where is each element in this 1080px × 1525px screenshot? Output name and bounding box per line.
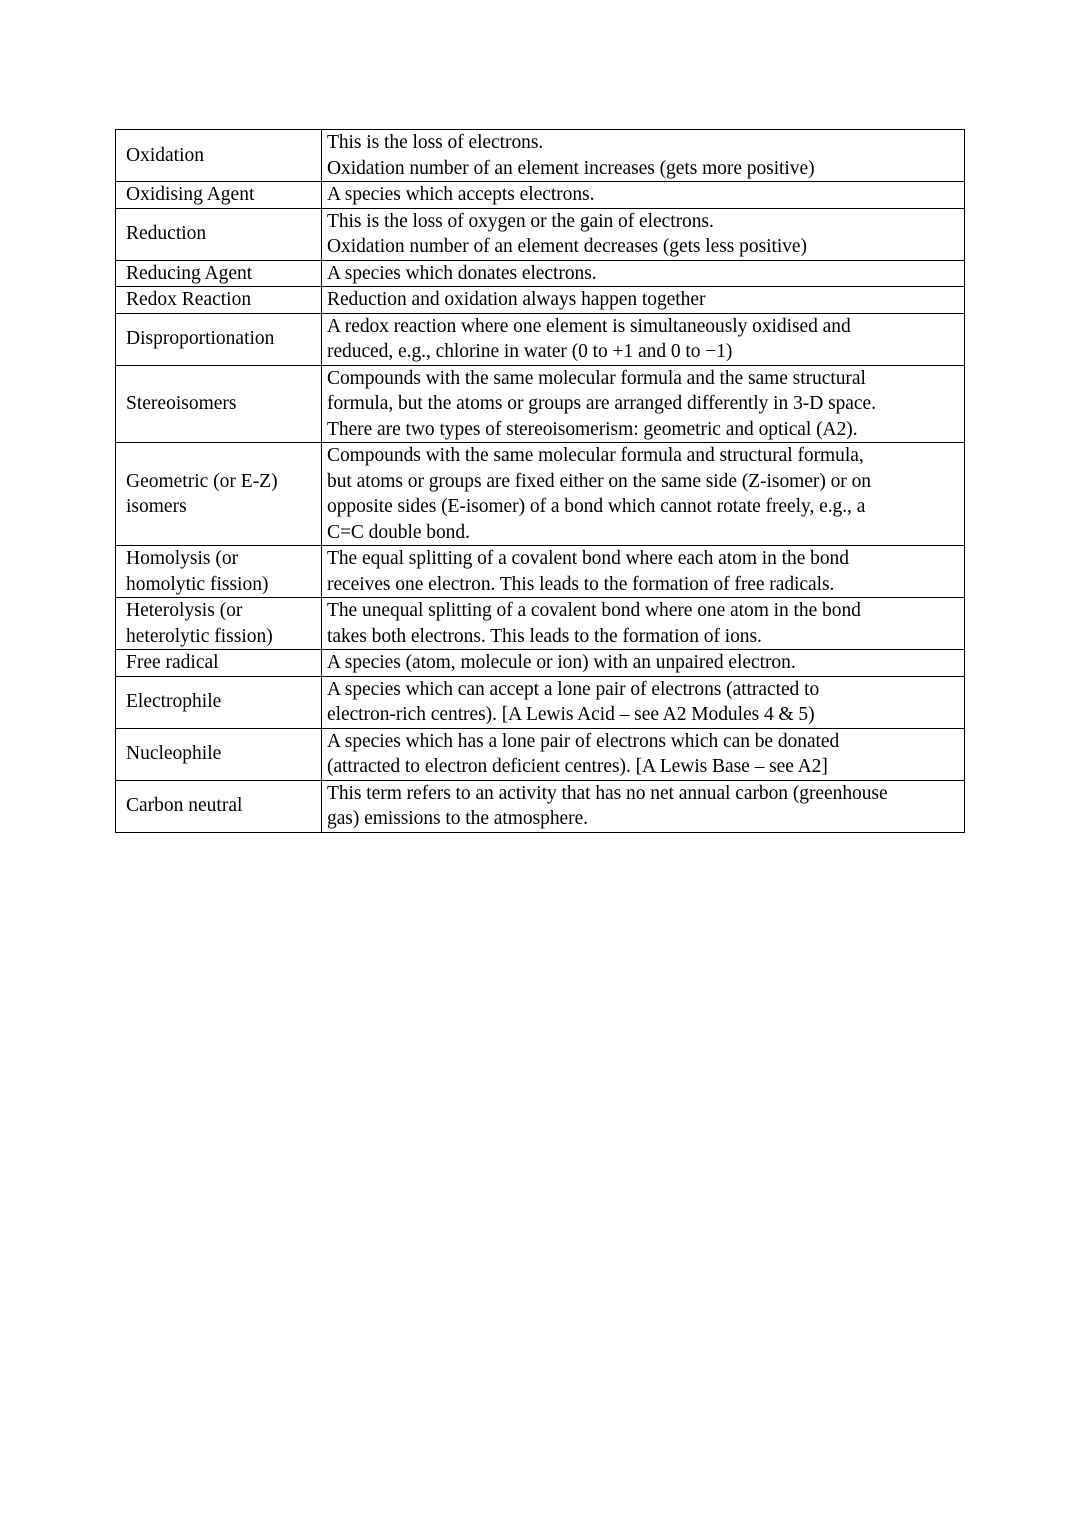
glossary-row xyxy=(116,650,965,677)
glossary-row xyxy=(116,208,965,260)
glossary-definition xyxy=(322,208,965,260)
glossary-definition xyxy=(322,546,965,598)
glossary-row xyxy=(116,365,965,443)
definition-line: Compounds with the same molecular formula and the same structural xyxy=(327,367,866,389)
glossary-definition xyxy=(322,182,965,209)
definition-line: Oxidation number of an element decreases (gets less positive) xyxy=(327,236,807,257)
definition-line: A species which can accept a lone pair of electrons (attracted to xyxy=(327,678,820,700)
glossary-definition xyxy=(322,130,965,182)
term-line: Electrophile xyxy=(126,691,222,713)
definition-line: The equal splitting of a covalent bond where each atom in the bond xyxy=(327,548,849,569)
glossary-row xyxy=(116,313,965,365)
term-line: Heterolysis (or xyxy=(126,600,243,621)
glossary-row xyxy=(116,546,965,598)
glossary-term xyxy=(116,546,322,598)
definition-line: opposite sides (E-isomer) of a bond which cannot rotate freely, e.g., a xyxy=(327,496,866,517)
glossary-term xyxy=(116,443,322,546)
definition-line: This is the loss of electrons. xyxy=(327,132,544,153)
definition-line: There are two types of stereoisomerism: geometric and optical (A2). xyxy=(327,418,858,440)
glossary-term xyxy=(116,598,322,650)
glossary-row xyxy=(116,728,965,780)
glossary-term xyxy=(116,313,322,365)
definition-line: A redox reaction where one element is simultaneously oxidised and xyxy=(327,315,851,337)
term-line: Free radical xyxy=(126,652,219,673)
definition-line: (attracted to electron deficient centres). [A Lewis Base – see A2] xyxy=(327,756,828,777)
glossary-term xyxy=(116,676,322,728)
glossary-row xyxy=(116,443,965,546)
glossary-definition xyxy=(322,365,965,443)
term-line: isomers xyxy=(126,496,187,517)
definition-line: gas) emissions to the atmosphere. xyxy=(327,808,589,829)
glossary-term xyxy=(116,365,322,443)
glossary-body xyxy=(116,130,965,833)
glossary-definition xyxy=(322,287,965,314)
definition-line: This is the loss of oxygen or the gain of electrons. xyxy=(327,210,714,232)
term-line: Redox Reaction xyxy=(126,289,252,310)
term-line: Geometric (or E-Z) xyxy=(126,470,278,492)
term-line: Disproportionation xyxy=(126,328,275,350)
definition-line: reduced, e.g., chlorine in water (0 to +1 and 0 to −1) xyxy=(327,341,733,362)
definition-line: Compounds with the same molecular formula and structural formula, xyxy=(327,445,864,466)
definition-line: This term refers to an activity that has no net annual carbon (greenhouse xyxy=(327,782,888,804)
glossary-term xyxy=(116,780,322,832)
glossary-definition xyxy=(322,598,965,650)
term-line: Reduction xyxy=(126,223,207,245)
definition-line: The unequal splitting of a covalent bond where one atom in the bond xyxy=(327,600,861,621)
glossary-term xyxy=(116,728,322,780)
glossary-definition xyxy=(322,313,965,365)
definition-line: A species (atom, molecule or ion) with an unpaired electron. xyxy=(327,652,796,673)
glossary-definition xyxy=(322,260,965,287)
glossary-row xyxy=(116,182,965,209)
glossary-definition xyxy=(322,728,965,780)
definition-line: electron-rich centres). [A Lewis Acid – see A2 Modules 4 & 5) xyxy=(327,704,815,725)
glossary-table xyxy=(115,129,965,833)
glossary-term xyxy=(116,650,322,677)
term-line: Stereoisomers xyxy=(126,393,237,414)
definition-line: A species which donates electrons. xyxy=(327,262,597,284)
term-line: homolytic fission) xyxy=(126,573,269,595)
glossary-term xyxy=(116,260,322,287)
definition-line: receives one electron. This leads to the formation of free radicals. xyxy=(327,573,835,595)
glossary-row xyxy=(116,287,965,314)
definition-line: formula, but the atoms or groups are arranged differently in 3-D space. xyxy=(327,393,876,414)
term-line: Oxidising Agent xyxy=(126,184,255,205)
glossary-definition xyxy=(322,676,965,728)
glossary-definition xyxy=(322,780,965,832)
term-line: Homolysis (or xyxy=(126,548,239,569)
definition-line: but atoms or groups are fixed either on the same side (Z-isomer) or on xyxy=(327,470,871,492)
definition-line: A species which has a lone pair of electrons which can be donated xyxy=(327,730,840,752)
definition-line: C=C double bond. xyxy=(327,521,470,543)
glossary-term xyxy=(116,287,322,314)
glossary-row xyxy=(116,780,965,832)
glossary-row xyxy=(116,260,965,287)
glossary-row xyxy=(116,130,965,182)
glossary-row xyxy=(116,676,965,728)
term-line: Oxidation xyxy=(126,144,204,166)
glossary-term xyxy=(116,182,322,209)
glossary-definition xyxy=(322,650,965,677)
glossary-term xyxy=(116,208,322,260)
definition-line: takes both electrons. This leads to the formation of ions. xyxy=(327,625,762,647)
definition-line: Oxidation number of an element increases (gets more positive) xyxy=(327,157,815,179)
definition-line: Reduction and oxidation always happen together xyxy=(327,289,706,310)
term-line: heterolytic fission) xyxy=(126,625,273,647)
term-line: Nucleophile xyxy=(126,743,222,765)
glossary-definition xyxy=(322,443,965,546)
glossary-row xyxy=(116,598,965,650)
glossary-term xyxy=(116,130,322,182)
term-line: Reducing Agent xyxy=(126,262,253,284)
term-line: Carbon neutral xyxy=(126,795,243,817)
definition-line: A species which accepts electrons. xyxy=(327,184,595,205)
